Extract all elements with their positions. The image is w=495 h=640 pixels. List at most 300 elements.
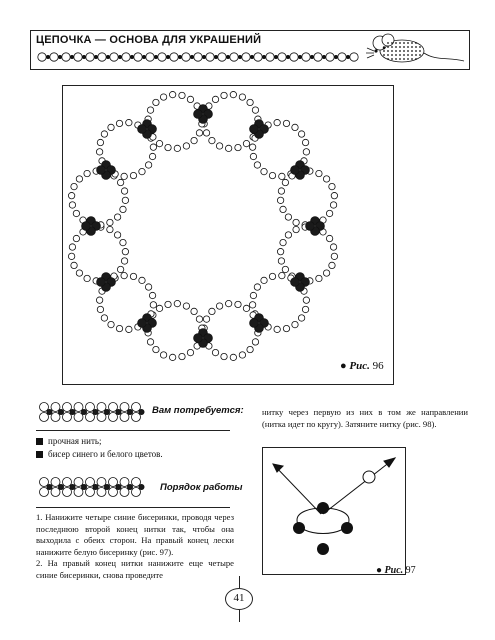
bead-dark [293,522,305,534]
mouse-bead [403,50,405,52]
white-bead [165,301,171,307]
white-bead [239,352,245,358]
white-bead [243,140,249,146]
chain-bead-dark [139,409,144,414]
chain-bead-dark [142,55,145,58]
white-bead [101,315,107,321]
chain-bead-dark [94,55,97,58]
white-bead [250,292,256,298]
chain-bead [254,53,262,61]
white-bead [303,149,309,155]
chain-bead-dark [154,55,157,58]
white-bead [169,354,175,360]
white-bead [323,270,329,276]
mouse-bead [415,50,417,52]
white-bead [209,308,215,314]
chain-bead [278,53,286,61]
white-bead [249,302,255,308]
bead-dark [317,502,329,514]
white-bead [150,302,156,308]
white-bead [252,339,258,345]
mouse-bead [407,50,409,52]
mouse-bead [403,58,405,60]
dark-bead [97,166,106,175]
white-bead [243,305,249,311]
chain-bead-dark [226,55,229,58]
white-bead [97,139,103,145]
white-bead [120,206,126,212]
chain-bead-dark [116,409,121,414]
chain-bead-dark [93,484,98,489]
white-bead [153,346,159,352]
figure-97-caption [376,565,416,576]
beaded-mouse-illustration [364,31,468,69]
white-bead [203,130,209,136]
white-bead [285,214,291,220]
chapter-title: ЦЕПОЧКА — ОСНОВА ДЛЯ УКРАШЕНИЙ [36,34,262,46]
mouse-bead [407,58,409,60]
chain-bead [86,53,94,61]
chain-bead [98,53,106,61]
white-bead [225,145,231,151]
bead-dark [341,522,353,534]
white-bead [261,277,267,283]
white-bead [216,143,222,149]
white-bead [250,153,256,159]
white-bead [160,94,166,100]
dark-bead [250,319,259,328]
white-bead [274,326,280,332]
white-bead [278,188,284,194]
white-bead [330,202,336,208]
white-bead [73,210,79,216]
dark-bead [306,222,315,231]
white-bead [331,253,337,259]
mouse-bead [387,46,389,48]
mouse-bead [415,42,417,44]
chain-bead [314,53,322,61]
chain-bead-dark [178,55,181,58]
mouse-bead [395,58,397,60]
chain-bead-dark [93,409,98,414]
procedure-chain-icon [36,476,146,498]
mouse-bead [387,50,389,52]
materials-item: бисер синего и белого цветов. [36,449,163,459]
white-bead [174,300,180,306]
dark-bead [138,319,147,328]
dark-bead [138,125,147,134]
white-bead [196,316,202,322]
white-bead [116,325,122,331]
mouse-bead [399,46,401,48]
white-bead [298,131,304,137]
white-bead [145,284,151,290]
mouse-bead [411,54,413,56]
white-bead [302,139,308,145]
mouse-bead [391,54,393,56]
white-bead [108,124,114,130]
figure-96-bead-bracelet-diagram [63,86,393,384]
mouse-bead [387,58,389,60]
white-bead [247,346,253,352]
chain-bead-dark [127,484,132,489]
white-bead [183,143,189,149]
white-bead [239,94,245,100]
mouse-bead [395,42,397,44]
chain-bead-dark [322,55,325,58]
mouse-bead [407,42,409,44]
white-bead [114,232,120,238]
chain-bead [242,53,250,61]
chain-bead-dark [214,55,217,58]
mouse-bead [387,54,389,56]
chain-bead-dark [46,55,49,58]
chain-bead-dark [58,409,63,414]
chain-bead [146,53,154,61]
white-bead [108,321,114,327]
dark-bead [291,166,300,175]
chain-bead-dark [166,55,169,58]
chain-bead [134,53,142,61]
white-bead [302,306,308,312]
mouse-bead [407,54,409,56]
mouse-bead [395,46,397,48]
step-2-text: 2. На правый конец нитки нанижите еще четыре синие бисеринки, снова проведите [36,558,234,580]
chain-bead-dark [70,409,75,414]
dark-bead [97,278,106,287]
chain-bead [194,53,202,61]
procedure-steps [36,512,234,582]
white-bead [323,176,329,182]
chain-bead-dark [139,484,144,489]
bead-dark [317,543,329,555]
white-bead [107,219,113,225]
white-bead [203,316,209,322]
dark-bead [291,278,300,287]
mouse-bead [395,50,397,52]
chain-bead-dark [238,55,241,58]
mouse-bead [399,50,401,52]
white-bead [120,239,126,245]
white-bead [252,107,258,113]
chain-bead-dark [47,484,52,489]
page-number-rule [239,610,240,622]
white-bead [216,303,222,309]
white-bead [147,107,153,113]
bead-white [363,471,375,483]
chain-bead-dark [82,55,85,58]
white-bead [277,248,283,254]
chain-bead [38,53,46,61]
chain-bead-dark [104,484,109,489]
white-bead [326,210,332,216]
white-bead [279,272,285,278]
step-1-text: 1. Нанижите четыре синие бисеринки, проводя через последнюю второй конец нитки так, чтобы она выходила с обеих сторон. На правый конец лески нанижите белую бисеринку (рис. 97). [36,512,234,557]
white-bead [76,270,82,276]
mouse-bead [383,50,385,52]
mouse-bead [415,58,417,60]
white-bead [73,235,79,241]
figure-97-prefix: Рис. [384,565,404,576]
white-bead [187,96,193,102]
chain-bead-dark [286,55,289,58]
white-bead [116,120,122,126]
white-bead [121,258,127,264]
white-bead [84,275,90,281]
chain-bead-dark [70,484,75,489]
chain-bead-dark [81,484,86,489]
white-bead [254,162,260,168]
white-bead [316,275,322,281]
white-bead [156,140,162,146]
white-bead [225,300,231,306]
white-bead [149,153,155,159]
white-bead [147,339,153,345]
white-bead [71,183,77,189]
materials-heading: Вам потребуется: [152,405,244,416]
white-bead [174,145,180,151]
chain-bead [62,53,70,61]
mouse-bead [395,54,397,56]
mouse-bead [399,58,401,60]
white-bead [283,120,289,126]
white-bead [329,183,335,189]
mouse-bead [415,46,417,48]
mouse-bead [411,50,413,52]
chain-bead-dark [104,409,109,414]
white-bead [293,219,299,225]
chain-bead [218,53,226,61]
white-bead [274,119,280,125]
white-bead [282,179,288,185]
mouse-bead [391,42,393,44]
chain-bead [206,53,214,61]
chain-bead [122,53,130,61]
white-bead [145,162,151,168]
white-bead [292,124,298,130]
white-bead [316,170,322,176]
white-bead [221,353,227,359]
white-bead [71,262,77,268]
mouse-bead [419,54,421,56]
white-bead [277,197,283,203]
white-bead [261,168,267,174]
chain-bead-dark [116,484,121,489]
white-bead [121,188,127,194]
white-bead [278,258,284,264]
white-bead [165,144,171,150]
white-bead [212,349,218,355]
chain-bead-dark [202,55,205,58]
white-bead [247,99,253,105]
mouse-bead [407,46,409,48]
white-bead [303,297,309,303]
dark-bead [250,125,259,134]
mouse-bead [419,50,421,52]
dark-bead [194,334,203,343]
mouse-bead [403,54,405,56]
figure-97-bead-threading-diagram [263,448,405,574]
chain-bead-dark [298,55,301,58]
white-bead [269,273,275,279]
white-bead [282,266,288,272]
white-bead [96,149,102,155]
page-number: 41 [233,592,245,604]
figure-96-number: 96 [372,360,384,372]
white-bead [84,170,90,176]
white-bead [292,321,298,327]
chain-bead [350,53,358,61]
mouse-bead [411,42,413,44]
white-bead [122,197,128,203]
white-bead [114,214,120,220]
white-bead [209,137,215,143]
white-bead [126,119,132,125]
figure-96-prefix: Рис. [349,360,370,372]
chain-bead-dark [274,55,277,58]
white-bead [254,284,260,290]
white-bead [285,232,291,238]
white-bead [269,172,275,178]
white-bead [122,248,128,254]
square-bullet-icon [36,438,43,445]
white-bead [280,206,286,212]
mouse-bead [419,46,421,48]
white-bead [117,179,123,185]
chain-bead [110,53,118,61]
white-bead [330,244,336,250]
white-bead [76,176,82,182]
white-bead [212,96,218,102]
materials-divider [36,430,230,431]
white-bead [101,131,107,137]
figure-97-number: 97 [405,565,416,576]
mouse-bead [415,54,417,56]
white-bead [326,235,332,241]
white-bead [230,91,236,97]
chain-bead-dark [127,409,132,414]
chain-bead [266,53,274,61]
white-bead [191,137,197,143]
white-bead [97,306,103,312]
mouse-bead [403,46,405,48]
white-bead [68,192,74,198]
white-bead [156,305,162,311]
white-bead [235,144,241,150]
white-bead [283,325,289,331]
chain-bead [158,53,166,61]
white-bead [191,308,197,314]
chain-bead-dark [190,55,193,58]
chain-bead-dark [58,55,61,58]
continuation-text: нитку через первую из них в том же направлении (нитка идет по кругу). Затяните нитку (рис. 98). [262,407,468,429]
arrow-left-icon [273,464,283,472]
white-bead [183,303,189,309]
procedure-divider [36,507,230,508]
chain-bead [50,53,58,61]
white-bead [160,352,166,358]
chain-bead [182,53,190,61]
white-bead [121,272,127,278]
mouse-bead [391,58,393,60]
white-bead [68,253,74,259]
chain-bead [338,53,346,61]
white-bead [149,292,155,298]
white-bead [96,297,102,303]
chain-bead [170,53,178,61]
white-bead [293,226,299,232]
white-bead [150,144,156,150]
white-bead [235,301,241,307]
white-bead [298,315,304,321]
mouse-bead [411,58,413,60]
white-bead [249,144,255,150]
materials-item: прочная нить; [36,436,101,446]
white-bead [69,244,75,250]
white-bead [221,92,227,98]
chain-bead [230,53,238,61]
white-bead [169,91,175,97]
chain-bead-dark [310,55,313,58]
white-bead [196,130,202,136]
white-bead [179,353,185,359]
white-bead [230,354,236,360]
white-bead [130,172,136,178]
mouse-bead [399,42,401,44]
white-bead [139,277,145,283]
chain-bead-dark [47,409,52,414]
chain-bead-dark [58,484,63,489]
chain-bead-dark [106,55,109,58]
white-bead [279,173,285,179]
mouse-bead [391,46,393,48]
caption-dot-icon: ● [340,360,347,372]
chain-bead [74,53,82,61]
white-bead [107,226,113,232]
white-bead [121,173,127,179]
white-bead [331,192,337,198]
figure-96-caption [340,360,384,372]
chain-bead-dark [346,55,349,58]
chain-bead-dark [262,55,265,58]
square-bullet-icon [36,451,43,458]
caption-dot-icon: ● [376,565,383,576]
white-bead [126,326,132,332]
chain-bead-dark [118,55,121,58]
thread-left [273,464,321,514]
chain-bead-dark [130,55,133,58]
mouse-bead [411,46,413,48]
dark-bead [82,222,91,231]
chain-bead-dark [70,55,73,58]
mouse-bead [403,42,405,44]
white-bead [153,99,159,105]
procedure-heading: Порядок работы [160,482,243,493]
mouse-bead [383,54,385,56]
white-bead [280,239,286,245]
white-bead [117,266,123,272]
white-bead [329,262,335,268]
chain-bead [290,53,298,61]
mouse-bead [399,54,401,56]
white-bead [130,273,136,279]
white-bead [187,349,193,355]
chain-bead-dark [334,55,337,58]
chain-bead-dark [250,55,253,58]
mouse-bead [391,50,393,52]
white-bead [69,202,75,208]
page-number-rule [239,576,240,588]
